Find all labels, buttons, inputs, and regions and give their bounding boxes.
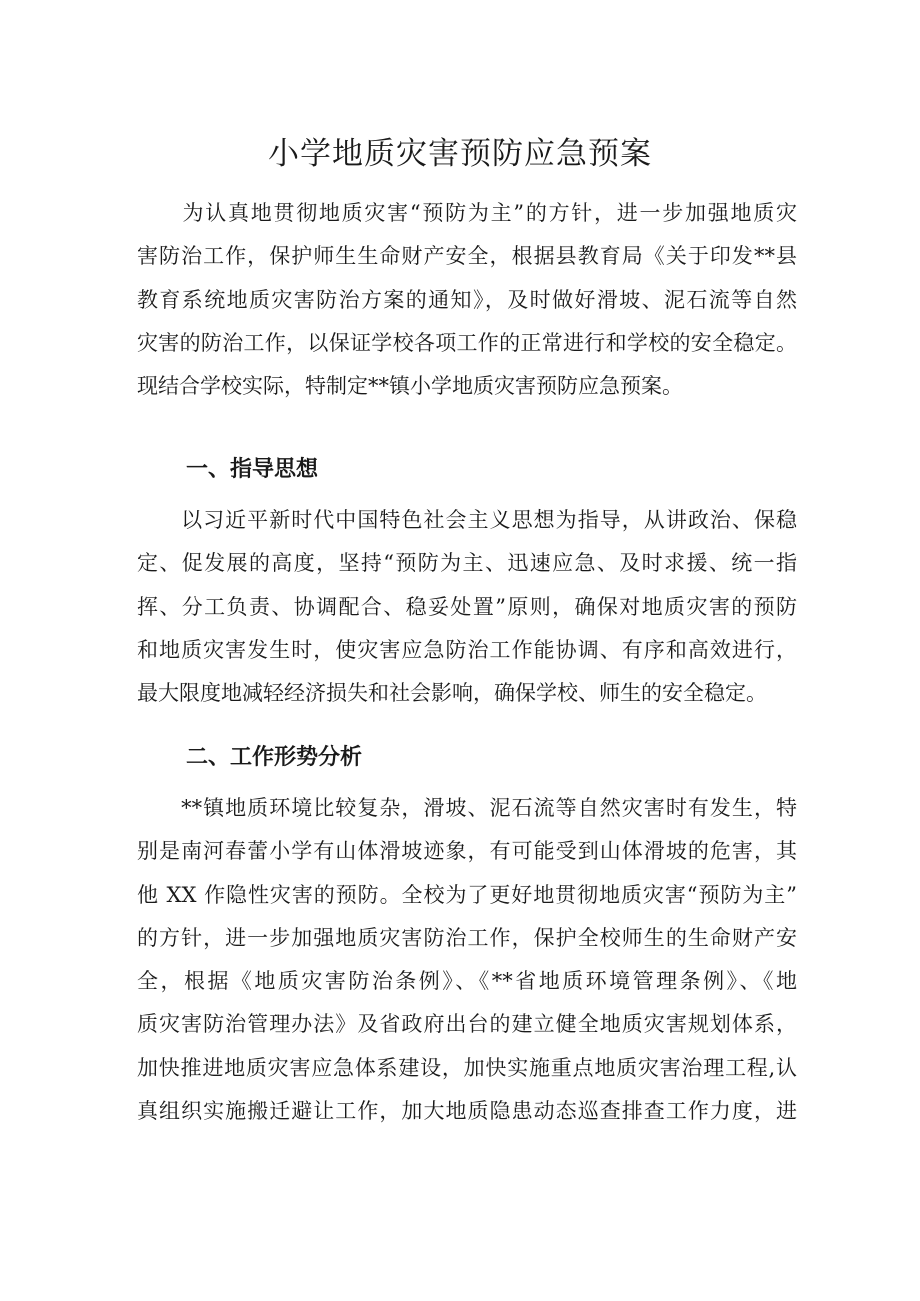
paragraph-line: **镇地质环境比较复杂，滑坡、泥石流等自然灾害时有发生，特	[137, 796, 797, 820]
section-heading-situation-analysis: 二、工作形势分析	[186, 745, 363, 770]
paragraph-line: 定、促发展的高度，坚持“预防为主、迅速应急、及时求援、统一指	[137, 551, 797, 576]
paragraph-line: 害防治工作，保护师生生命财产安全，根据县教育局《关于印发**县	[137, 244, 797, 269]
paragraph-line: 现结合学校实际，特制定**镇小学地质灾害预防应急预案。	[137, 374, 683, 399]
paragraph-intro	[137, 192, 797, 408]
paragraph-line: 最大限度地减轻经济损失和社会影响，确保学校、师生的安全稳定。	[137, 681, 767, 706]
paragraph-line: 加快推进地质灾害应急体系建设，加快实施重点地质灾害治理工程,认	[137, 1055, 797, 1080]
paragraph-line: 教育系统地质灾害防治方案的通知》，及时做好滑坡、泥石流等自然	[137, 287, 797, 312]
paragraph-line: 和地质灾害发生时，使灾害应急防治工作能协调、有序和高效进行，	[137, 637, 797, 662]
paragraph-line: 的方针，进一步加强地质灾害防治工作，保护全校师生的生命财产安	[137, 925, 797, 950]
document-title: 小学地质灾害预防应急预案	[268, 136, 652, 172]
paragraph-line: 别是南河春蕾小学有山体滑坡迹象，有可能受到山体滑坡的危害，其	[137, 839, 797, 864]
paragraph-line: 为认真地贯彻地质灾害“预防为主”的方针，进一步加强地质灾	[137, 201, 797, 225]
paragraph-line: 灾害的防治工作，以保证学校各项工作的正常进行和学校的安全稳定。	[137, 330, 797, 355]
paragraph-line: 挥、分工负责、协调配合、稳妥处置”原则，确保对地质灾害的预防	[137, 594, 797, 619]
paragraph-situation-analysis	[137, 787, 797, 1133]
paragraph-line: 他 XX 作隐性灾害的预防。全校为了更好地贯彻地质灾害“预防为主”	[137, 882, 797, 907]
paragraph-guiding-ideology	[137, 499, 797, 715]
paragraph-line: 真组织实施搬迁避让工作，加大地质隐患动态巡查排查工作力度，进	[137, 1099, 797, 1124]
section-heading-guiding-ideology: 一、指导思想	[186, 457, 319, 482]
paragraph-line: 以习近平新时代中国特色社会主义思想为指导，从讲政治、保稳	[137, 508, 797, 532]
paragraph-line: 质灾害防治管理办法》及省政府出台的建立健全地质灾害规划体系，	[137, 1012, 797, 1037]
paragraph-line: 全，根据《地质灾害防治条例》、《**省地质环境管理条例》、《地	[137, 969, 797, 994]
